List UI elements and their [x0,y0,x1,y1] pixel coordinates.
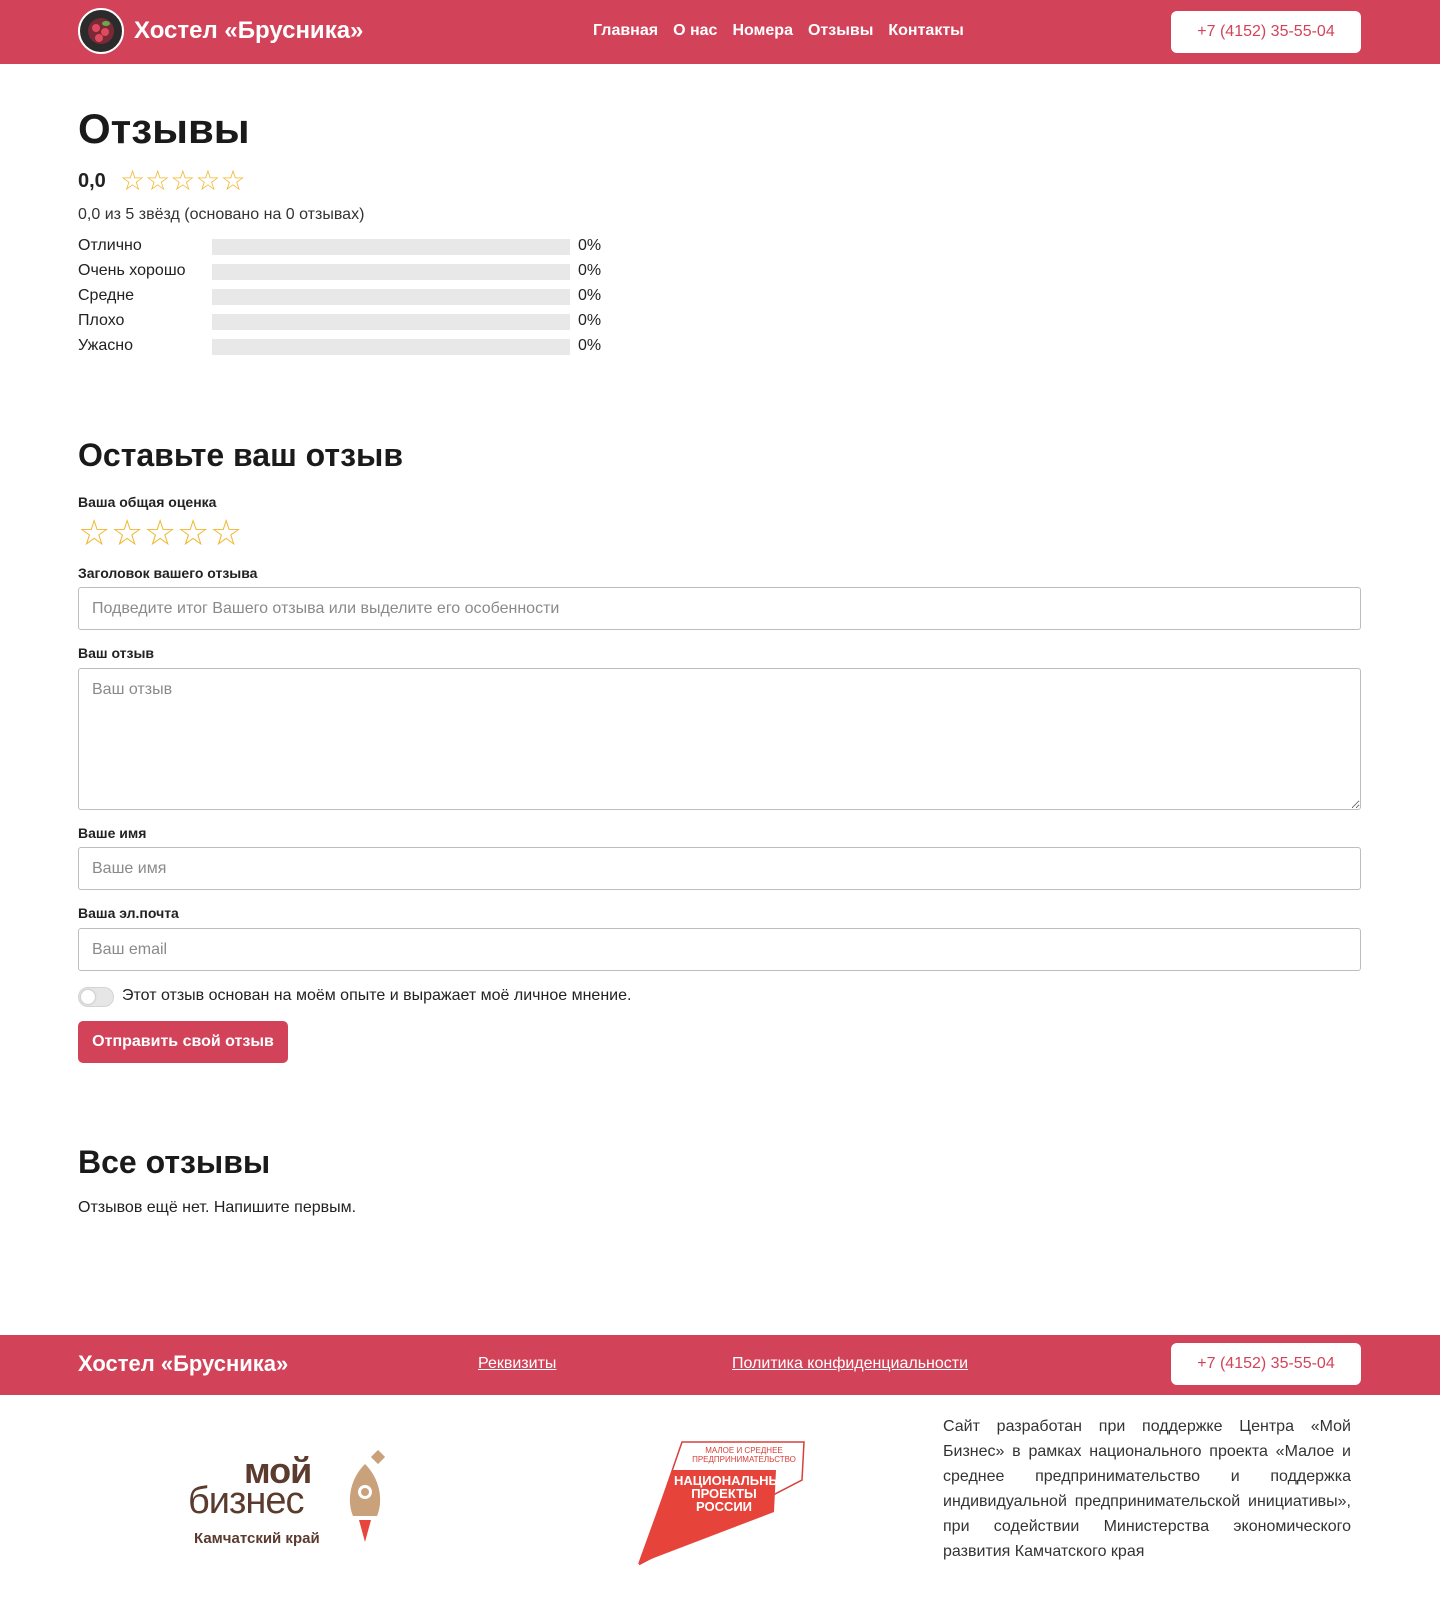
footer-link-privacy[interactable]: Политика конфиденциальности [732,1355,969,1372]
star-icon: ☆ [195,165,221,196]
moi-biznes-word2: бизнес [188,1480,304,1522]
rating-row [78,337,618,362]
site-header [0,0,1440,64]
berry-icon [92,24,100,32]
toggle-knob [81,990,95,1004]
star-icon: ☆ [170,165,196,196]
footer-brand: Хостел «Брусника» [78,1351,289,1376]
star-icon: ☆ [145,165,171,196]
star-icon: ☆ [220,165,246,196]
footer-link-requisites[interactable]: Реквизиты [478,1355,557,1372]
nav-link-about[interactable]: О нас [673,22,718,39]
support-text: Сайт разработан при поддержке Центра «Мой Бизнес» в рамках национального проекта «Малое и среднее предпринимательство и поддержка индивидуальной предпринимательской инициативы», при содействии Министерства экономического развития Камчатского края [943,1418,1351,1560]
star-1-icon[interactable]: ☆ [78,512,111,553]
consent-toggle[interactable] [78,987,114,1007]
hostel-logo[interactable] [78,8,124,54]
email-input[interactable] [78,928,1361,971]
rating-summary-text: 0,0 из 5 звёзд (основано на 0 отзывах) [78,206,365,223]
national-projects-top-text: МАЛОЕ И СРЕДНЕЕ ПРЕДПРИНИМАТЕЛЬСТВО [692,1446,796,1464]
rating-bar [212,314,570,330]
rating-row [78,237,618,262]
footer-phone-button[interactable]: +7 (4152) 35-55-04 [1171,1343,1361,1385]
rocket-icon [343,1450,391,1550]
name-input[interactable] [78,847,1361,890]
leaf-icon [102,21,110,26]
nav-link-reviews[interactable]: Отзывы [807,22,874,39]
rating-row [78,312,618,337]
star-5-icon[interactable]: ☆ [210,512,243,553]
all-reviews-title: Все отзывы [78,1144,271,1180]
consent-text: Этот отзыв основан на моём опыте и выражает моё личное мнение. [122,987,632,1004]
rating-row-label: Средне [78,287,135,304]
national-projects-logo [636,1440,806,1565]
main-nav [593,22,964,40]
rating-row-percent: 0% [578,337,602,354]
review-label: Ваш отзыв [78,645,155,661]
berry-icon [95,34,103,42]
headline-input[interactable] [78,587,1361,630]
moi-biznes-word1: мой [244,1450,312,1491]
rating-bar [212,289,570,305]
moi-biznes-logo [188,1450,408,1560]
form-title: Оставьте ваш отзыв [78,437,403,473]
star-3-icon[interactable]: ☆ [144,512,177,553]
moi-biznes-region: Камчатский край [194,1530,320,1547]
name-label: Ваше имя [78,825,147,841]
email-label: Ваша эл.почта [78,905,179,921]
rating-bar [212,339,570,355]
review-textarea[interactable] [78,668,1361,810]
rating-row-percent: 0% [578,312,602,329]
rating-row-label: Плохо [78,312,125,329]
submit-review-button[interactable]: Отправить свой отзыв [78,1021,288,1063]
rating-row-percent: 0% [578,287,602,304]
headline-label: Заголовок вашего отзыва [78,565,258,581]
nav-link-home[interactable]: Главная [593,22,659,39]
rating-row-percent: 0% [578,237,602,254]
rating-bar [212,239,570,255]
national-projects-main-text: НАЦИОНАЛЬНЫЕ ПРОЕКТЫ РОССИИ [674,1473,790,1514]
header-phone-button[interactable]: +7 (4152) 35-55-04 [1171,11,1361,53]
no-reviews-text: Отзывов ещё нет. Напишите первым. [78,1199,357,1216]
star-2-icon[interactable]: ☆ [111,512,144,553]
rating-row-percent: 0% [578,262,602,279]
star-icon: ☆ [120,165,146,196]
average-rating: 0,0 [78,170,106,192]
brand-name[interactable]: Хостел «Брусника» [134,17,364,44]
nav-link-contacts[interactable]: Контакты [888,22,964,39]
rating-bar [212,264,570,280]
page-title: Отзывы [78,105,250,152]
star-4-icon[interactable]: ☆ [177,512,210,553]
site-footer [0,1335,1440,1395]
rating-row-label: Очень хорошо [78,262,186,279]
rating-row-label: Отлично [78,237,142,254]
rating-row-label: Ужасно [78,337,133,354]
average-stars [120,165,246,197]
rating-row [78,287,618,312]
rating-label: Ваша общая оценка [78,494,217,510]
rating-input [78,514,243,552]
rating-breakdown [78,237,618,362]
nav-link-rooms[interactable]: Номера [732,22,793,39]
rating-row [78,262,618,287]
